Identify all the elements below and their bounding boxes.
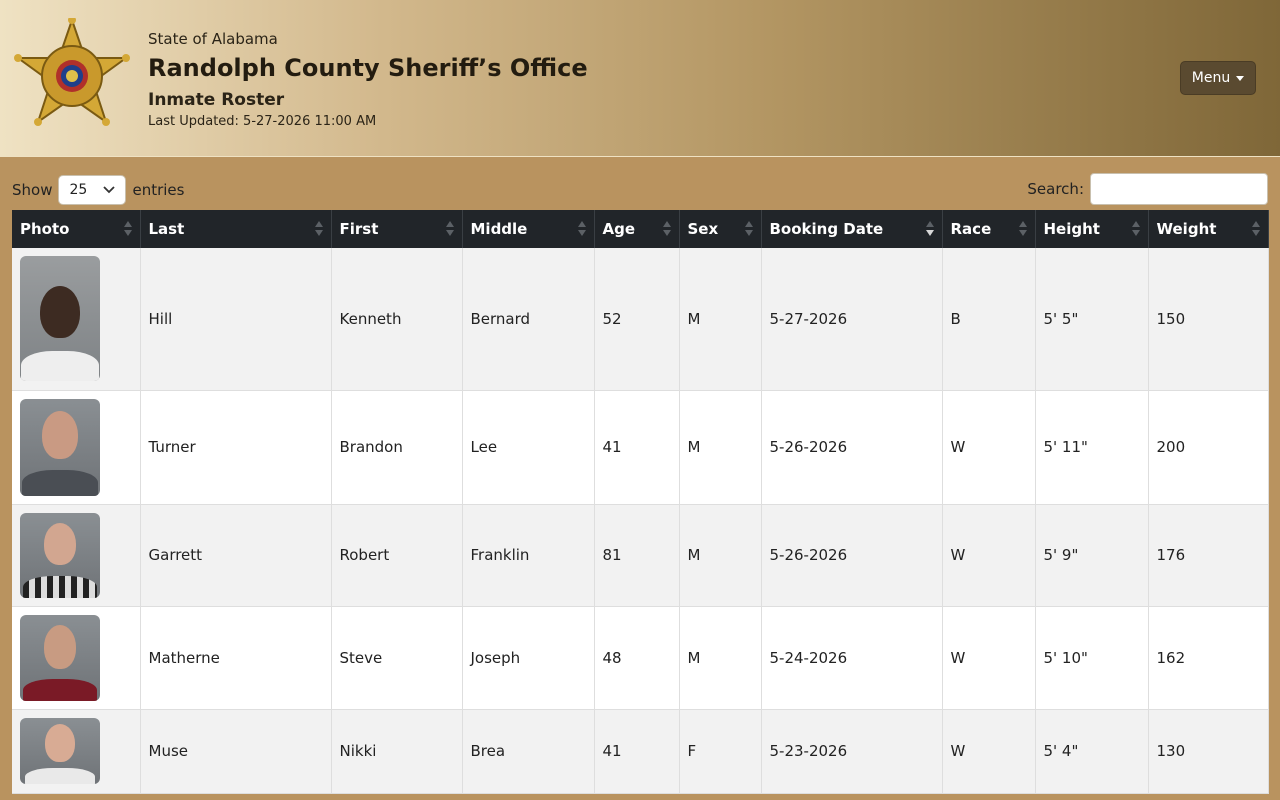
sort-icon [446,221,454,237]
cell-age: 41 [594,709,679,793]
search-input[interactable] [1090,173,1268,205]
search-control [1027,173,1268,205]
face-shape [40,286,80,338]
cell-last: Muse [140,709,331,793]
photo-cell [12,504,140,606]
entries-control [12,175,184,205]
column-header-middle[interactable] [462,210,594,248]
cell-height: 5' 11" [1035,390,1148,504]
cell-booking-date: 5-23-2026 [761,709,942,793]
column-label: Booking Date [769,220,884,238]
sort-icon [578,221,586,237]
cell-weight: 150 [1148,248,1268,390]
table-row[interactable] [12,248,1268,390]
column-header-sex[interactable] [679,210,761,248]
table-controls [0,157,1280,211]
sort-icon [1019,221,1027,237]
face-shape [44,625,76,669]
cell-sex: M [679,248,761,390]
table-row[interactable] [12,504,1268,606]
cell-first: Robert [331,504,462,606]
show-label: Show [12,181,53,199]
shirt-shape [23,576,97,598]
state-label: State of Alabama [148,30,278,48]
sort-icon [1132,221,1140,237]
column-header-photo[interactable] [12,210,140,248]
shirt-shape [23,679,97,701]
cell-height: 5' 10" [1035,606,1148,709]
column-label: Age [602,220,636,238]
cell-weight: 200 [1148,390,1268,504]
column-label: Weight [1156,220,1217,238]
sort-icon [124,221,132,237]
cell-booking-date: 5-26-2026 [761,390,942,504]
column-label: Race [950,220,992,238]
cell-booking-date: 5-24-2026 [761,606,942,709]
column-header-first[interactable] [331,210,462,248]
table-row[interactable] [12,606,1268,709]
photo-cell [12,709,140,793]
mugshot-photo[interactable] [20,718,100,784]
cell-height: 5' 5" [1035,248,1148,390]
cell-age: 81 [594,504,679,606]
column-header-height[interactable] [1035,210,1148,248]
mugshot-photo[interactable] [20,513,100,598]
column-header-weight[interactable] [1148,210,1268,248]
cell-middle: Lee [462,390,594,504]
cell-weight: 130 [1148,709,1268,793]
column-label: Last [148,220,185,238]
column-header-last[interactable] [140,210,331,248]
sheriff-badge-logo [10,18,134,138]
photo-cell [12,390,140,504]
sort-icon [745,221,753,237]
site-header [0,0,1280,157]
cell-sex: M [679,606,761,709]
shirt-shape [21,351,99,381]
mugshot-photo[interactable] [20,256,100,381]
table-row[interactable] [12,709,1268,793]
column-label: Height [1043,220,1100,238]
column-label: Sex [687,220,719,238]
cell-first: Steve [331,606,462,709]
search-label: Search: [1027,180,1084,198]
face-shape [45,724,75,762]
last-updated: Last Updated: 5-27-2026 11:00 AM [148,114,377,129]
cell-first: Kenneth [331,248,462,390]
entries-label: entries [132,181,185,199]
inmate-table [12,210,1269,794]
cell-middle: Joseph [462,606,594,709]
mugshot-photo[interactable] [20,399,100,496]
page-title: Randolph County Sheriff’s Office [148,54,588,82]
mugshot-photo[interactable] [20,615,100,701]
cell-weight: 176 [1148,504,1268,606]
sort-desc-icon [926,221,934,237]
entries-select-value: 25 [69,182,88,198]
cell-last: Turner [140,390,331,504]
cell-booking-date: 5-27-2026 [761,248,942,390]
cell-first: Nikki [331,709,462,793]
cell-middle: Franklin [462,504,594,606]
cell-last: Hill [140,248,331,390]
column-header-booking-date[interactable] [761,210,942,248]
cell-age: 41 [594,390,679,504]
cell-last: Matherne [140,606,331,709]
shirt-shape [25,768,95,784]
cell-race: W [942,504,1035,606]
cell-race: W [942,709,1035,793]
column-label: Middle [470,220,528,238]
table-row[interactable] [12,390,1268,504]
column-label: Photo [20,220,70,238]
cell-sex: M [679,390,761,504]
chevron-down-icon [103,186,115,194]
shirt-shape [22,470,98,496]
menu-button[interactable] [1180,61,1256,95]
cell-first: Brandon [331,390,462,504]
cell-sex: F [679,709,761,793]
cell-last: Garrett [140,504,331,606]
photo-cell [12,248,140,390]
cell-race: W [942,606,1035,709]
cell-booking-date: 5-26-2026 [761,504,942,606]
face-shape [44,523,76,565]
column-header-race[interactable] [942,210,1035,248]
cell-height: 5' 4" [1035,709,1148,793]
column-label: First [339,220,379,238]
cell-middle: Brea [462,709,594,793]
cell-race: W [942,390,1035,504]
face-shape [42,411,78,459]
cell-weight: 162 [1148,606,1268,709]
table-header-row [12,210,1268,248]
caret-down-icon [1236,76,1244,81]
column-header-age[interactable] [594,210,679,248]
entries-select[interactable] [58,175,126,205]
cell-age: 52 [594,248,679,390]
page-subtitle: Inmate Roster [148,90,285,110]
sort-icon [315,221,323,237]
photo-cell [12,606,140,709]
cell-middle: Bernard [462,248,594,390]
cell-age: 48 [594,606,679,709]
sort-icon [1252,221,1260,237]
cell-race: B [942,248,1035,390]
cell-sex: M [679,504,761,606]
cell-height: 5' 9" [1035,504,1148,606]
menu-button-label: Menu [1191,70,1231,86]
sort-icon [663,221,671,237]
